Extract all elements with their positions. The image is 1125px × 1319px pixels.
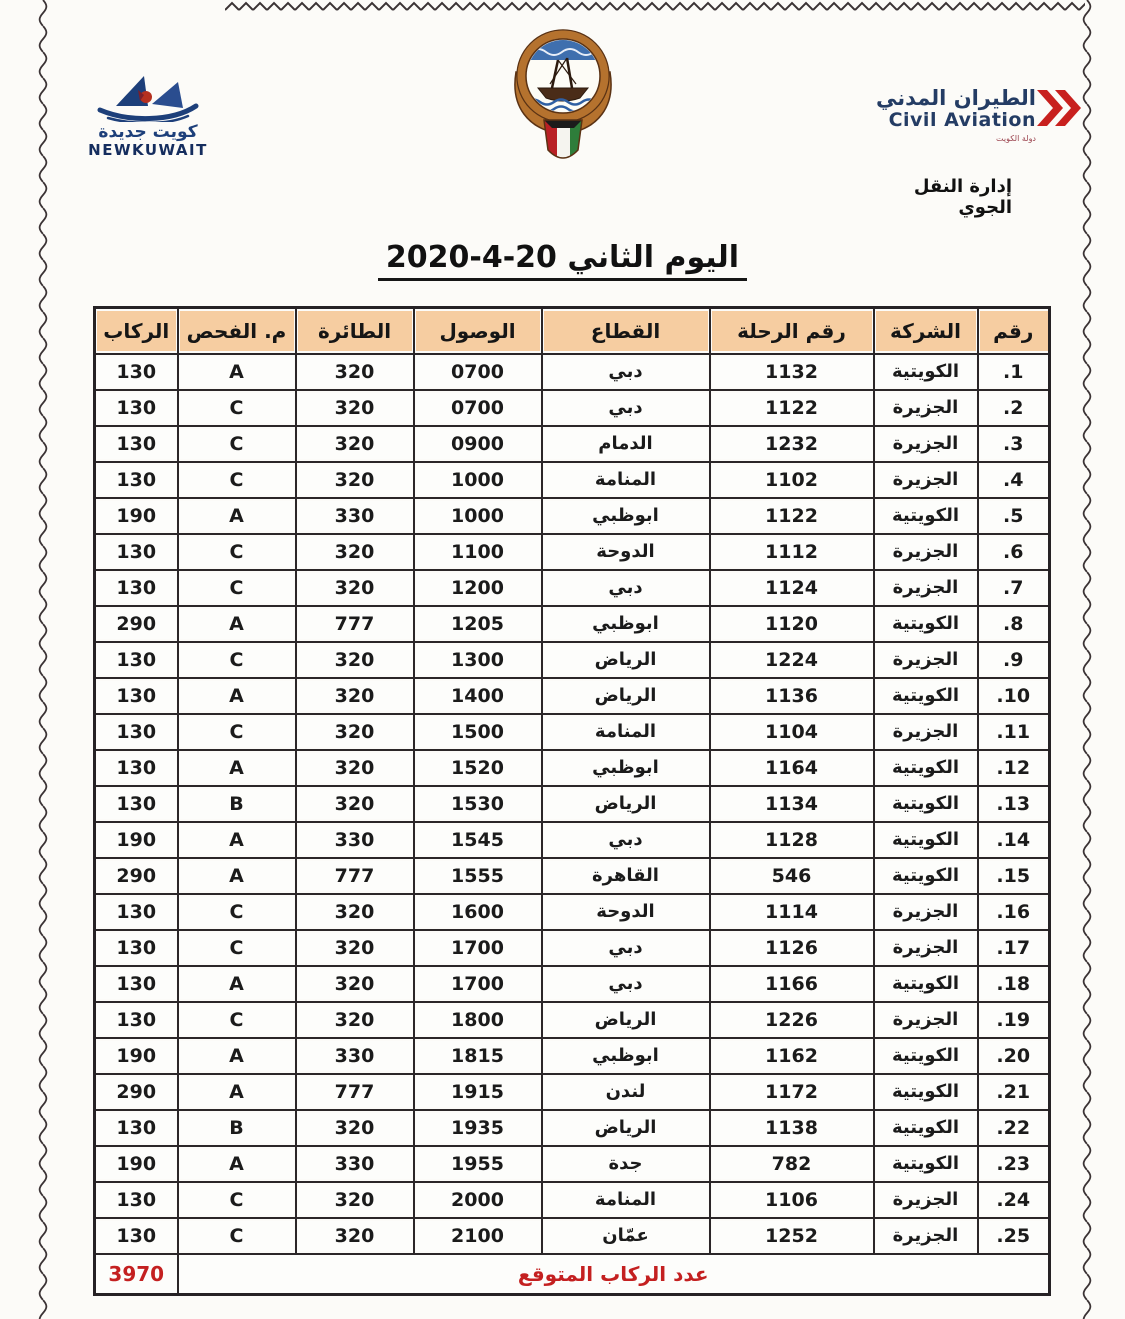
cell-company: الكويتية [874,1110,978,1146]
col-number: رقم [978,308,1050,355]
cell-passengers: 130 [95,930,178,966]
expected-passengers-total: 3970 [95,1254,178,1295]
cell-aircraft: 330 [296,822,414,858]
cell-aircraft: 777 [296,858,414,894]
cell-company: الجزيرة [874,894,978,930]
cell-company: الكويتية [874,354,978,390]
cell-check: A [178,354,296,390]
expected-passengers-label: عدد الركاب المتوقع [178,1254,1050,1295]
cell-arrival: 1000 [414,498,542,534]
cell-sector: المنامة [542,462,710,498]
cell-arrival: 0700 [414,354,542,390]
cell-num: 15. [978,858,1050,894]
cell-arrival: 1915 [414,1074,542,1110]
cell-aircraft: 320 [296,462,414,498]
cell-sector: دبي [542,570,710,606]
table-row [95,1182,1050,1218]
cell-company: الكويتية [874,1038,978,1074]
cell-company: الجزيرة [874,462,978,498]
cell-check: B [178,786,296,822]
cell-flight: 1122 [710,498,874,534]
table-row [95,750,1050,786]
table-row [95,786,1050,822]
cell-arrival: 1530 [414,786,542,822]
cell-passengers: 290 [95,858,178,894]
civil-aviation-english-label: Civil Aviation [888,109,1036,132]
cell-flight: 1122 [710,390,874,426]
cell-arrival: 2100 [414,1218,542,1254]
cell-num: 18. [978,966,1050,1002]
cell-flight: 1106 [710,1182,874,1218]
cell-flight: 1102 [710,462,874,498]
cell-flight: 1164 [710,750,874,786]
table-row [95,678,1050,714]
cell-passengers: 130 [95,1218,178,1254]
cell-company: الجزيرة [874,930,978,966]
cell-arrival: 1100 [414,534,542,570]
table-row [95,1038,1050,1074]
cell-sector: الرياض [542,1002,710,1038]
cell-flight: 1166 [710,966,874,1002]
cell-flight: 1226 [710,1002,874,1038]
cell-arrival: 1545 [414,822,542,858]
table-header-row [95,308,1050,355]
cell-company: الجزيرة [874,570,978,606]
cell-num: 11. [978,714,1050,750]
cell-check: C [178,894,296,930]
cell-passengers: 130 [95,426,178,462]
cell-flight: 546 [710,858,874,894]
cell-company: الجزيرة [874,714,978,750]
cell-sector: الدوحة [542,894,710,930]
cell-sector: الرياض [542,1110,710,1146]
cell-aircraft: 320 [296,1002,414,1038]
table-row [95,426,1050,462]
cell-sector: عمّان [542,1218,710,1254]
cell-passengers: 190 [95,1038,178,1074]
cell-sector: دبي [542,354,710,390]
cell-flight: 1132 [710,354,874,390]
cell-flight: 1124 [710,570,874,606]
table-row [95,534,1050,570]
cell-flight: 1104 [710,714,874,750]
cell-company: الكويتية [874,858,978,894]
cell-num: 16. [978,894,1050,930]
cell-sector: دبي [542,822,710,858]
cell-sector: جدة [542,1146,710,1182]
cell-num: 25. [978,1218,1050,1254]
table-row [95,1110,1050,1146]
title-text: اليوم الثاني [567,240,740,275]
cell-arrival: 1000 [414,462,542,498]
cell-check: C [178,1218,296,1254]
cell-arrival: 1955 [414,1146,542,1182]
cell-num: 22. [978,1110,1050,1146]
dhow-boat-icon [88,70,208,122]
cell-num: 6. [978,534,1050,570]
cell-check: A [178,606,296,642]
cell-passengers: 130 [95,678,178,714]
table-row [95,390,1050,426]
cell-aircraft: 320 [296,1218,414,1254]
cell-company: الجزيرة [874,642,978,678]
cell-aircraft: 320 [296,678,414,714]
cell-passengers: 190 [95,498,178,534]
cell-check: C [178,570,296,606]
cell-passengers: 130 [95,750,178,786]
table-row [95,642,1050,678]
cell-num: 7. [978,570,1050,606]
cell-passengers: 130 [95,462,178,498]
cell-arrival: 1200 [414,570,542,606]
cell-check: C [178,426,296,462]
cell-flight: 1136 [710,678,874,714]
cell-company: الكويتية [874,498,978,534]
cell-aircraft: 320 [296,750,414,786]
cell-sector: دبي [542,390,710,426]
cell-company: الجزيرة [874,1182,978,1218]
cell-company: الكويتية [874,1074,978,1110]
cell-num: 8. [978,606,1050,642]
cell-arrival: 2000 [414,1182,542,1218]
cell-aircraft: 320 [296,930,414,966]
cell-aircraft: 320 [296,642,414,678]
cell-company: الجزيرة [874,534,978,570]
cell-passengers: 130 [95,1182,178,1218]
cell-num: 10. [978,678,1050,714]
cell-sector: الرياض [542,786,710,822]
table-row [95,930,1050,966]
cell-num: 17. [978,930,1050,966]
department-label: إدارة النقل الجوي [913,176,1012,218]
flight-table-body [95,354,1050,1254]
cell-passengers: 130 [95,894,178,930]
cell-aircraft: 777 [296,606,414,642]
cell-sector: الدمام [542,426,710,462]
cell-aircraft: 320 [296,570,414,606]
col-company: الشركة [874,308,978,355]
cell-check: C [178,1182,296,1218]
page-title [0,240,1125,281]
cell-sector: لندن [542,1074,710,1110]
table-row [95,570,1050,606]
table-row [95,498,1050,534]
cell-num: 21. [978,1074,1050,1110]
cell-check: C [178,534,296,570]
cell-arrival: 1400 [414,678,542,714]
cell-sector: دبي [542,930,710,966]
cell-flight: 1128 [710,822,874,858]
cell-check: A [178,498,296,534]
cell-num: 19. [978,1002,1050,1038]
cell-arrival: 1520 [414,750,542,786]
cell-passengers: 130 [95,390,178,426]
cell-num: 23. [978,1146,1050,1182]
cell-num: 14. [978,822,1050,858]
cell-check: A [178,966,296,1002]
cell-check: C [178,714,296,750]
cell-check: A [178,1074,296,1110]
cell-check: C [178,390,296,426]
newkuwait-logo [78,70,218,159]
cell-aircraft: 320 [296,714,414,750]
cell-sector: ابوظبي [542,498,710,534]
cell-arrival: 1815 [414,1038,542,1074]
cell-num: 9. [978,642,1050,678]
cell-flight: 1114 [710,894,874,930]
cell-aircraft: 777 [296,1074,414,1110]
table-row [95,1146,1050,1182]
cell-sector: الرياض [542,642,710,678]
cell-aircraft: 320 [296,426,414,462]
cell-passengers: 190 [95,822,178,858]
cell-passengers: 130 [95,966,178,1002]
cell-arrival: 1700 [414,966,542,1002]
cell-aircraft: 320 [296,966,414,1002]
table-row [95,894,1050,930]
cell-flight: 1172 [710,1074,874,1110]
cell-arrival: 1205 [414,606,542,642]
cell-passengers: 130 [95,570,178,606]
cell-flight: 1112 [710,534,874,570]
cell-check: C [178,462,296,498]
cell-company: الكويتية [874,606,978,642]
cell-flight: 1138 [710,1110,874,1146]
cell-arrival: 0700 [414,390,542,426]
cell-passengers: 290 [95,1074,178,1110]
cell-arrival: 1300 [414,642,542,678]
cell-company: الكويتية [874,678,978,714]
cell-flight: 1134 [710,786,874,822]
col-aircraft: الطائرة [296,308,414,355]
cell-aircraft: 320 [296,354,414,390]
cell-flight: 1224 [710,642,874,678]
cell-arrival: 1935 [414,1110,542,1146]
cell-num: 4. [978,462,1050,498]
col-check: م. الفحص [178,308,296,355]
col-sector: القطاع [542,308,710,355]
cell-arrival: 0900 [414,426,542,462]
cell-arrival: 1700 [414,930,542,966]
cell-aircraft: 320 [296,1182,414,1218]
cell-flight: 1232 [710,426,874,462]
scan-edge-right-icon [1080,0,1094,1319]
table-row [95,714,1050,750]
cell-aircraft: 320 [296,1110,414,1146]
cell-arrival: 1800 [414,1002,542,1038]
table-row [95,1002,1050,1038]
cell-check: B [178,1110,296,1146]
table-row [95,858,1050,894]
cell-flight: 782 [710,1146,874,1182]
cell-aircraft: 330 [296,1038,414,1074]
cell-passengers: 130 [95,714,178,750]
civil-aviation-logo [860,86,1082,143]
cell-passengers: 130 [95,354,178,390]
table-row [95,1218,1050,1254]
col-arrival: الوصول [414,308,542,355]
table-footer-row [95,1254,1050,1295]
cell-company: الجزيرة [874,1218,978,1254]
cell-num: 3. [978,426,1050,462]
cell-sector: الرياض [542,678,710,714]
cell-sector: المنامة [542,1182,710,1218]
newkuwait-arabic-label: كويت جديدة [98,122,198,142]
cell-passengers: 130 [95,642,178,678]
table-row [95,462,1050,498]
cell-check: C [178,1002,296,1038]
cell-check: C [178,642,296,678]
cell-sector: الدوحة [542,534,710,570]
cell-aircraft: 320 [296,894,414,930]
cell-company: الكويتية [874,1146,978,1182]
newkuwait-latin-label: NEWKUWAIT [88,141,208,159]
cell-aircraft: 330 [296,498,414,534]
civil-aviation-tagline: دولة الكويت [996,133,1036,143]
cell-company: الجزيرة [874,390,978,426]
cell-num: 12. [978,750,1050,786]
table-row [95,966,1050,1002]
cell-flight: 1126 [710,930,874,966]
cell-num: 24. [978,1182,1050,1218]
cell-arrival: 1500 [414,714,542,750]
cell-arrival: 1600 [414,894,542,930]
cell-flight: 1120 [710,606,874,642]
table-row [95,606,1050,642]
cell-num: 13. [978,786,1050,822]
cell-company: الكويتية [874,966,978,1002]
table-row [95,1074,1050,1110]
cell-passengers: 130 [95,1110,178,1146]
scan-edge-left-icon [36,0,50,1319]
cell-flight: 1252 [710,1218,874,1254]
cell-sector: دبي [542,966,710,1002]
cell-num: 1. [978,354,1050,390]
cell-check: A [178,858,296,894]
cell-check: A [178,750,296,786]
cell-check: A [178,678,296,714]
cell-company: الجزيرة [874,426,978,462]
table-row [95,354,1050,390]
cell-num: 2. [978,390,1050,426]
cell-sector: ابوظبي [542,750,710,786]
cell-flight: 1162 [710,1038,874,1074]
kuwait-emblem-icon [500,14,626,172]
cell-aircraft: 320 [296,534,414,570]
col-flight-number: رقم الرحلة [710,308,874,355]
cell-sector: ابوظبي [542,606,710,642]
cell-passengers: 190 [95,1146,178,1182]
cell-check: A [178,1038,296,1074]
cell-aircraft: 320 [296,390,414,426]
civil-aviation-arabic-label: الطيران المدني [875,86,1036,110]
cell-passengers: 130 [95,534,178,570]
col-passengers: الركاب [95,308,178,355]
cell-check: C [178,930,296,966]
table-row [95,822,1050,858]
double-chevron-icon [1036,86,1082,130]
cell-check: A [178,822,296,858]
cell-check: A [178,1146,296,1182]
cell-company: الجزيرة [874,1002,978,1038]
title-date: 2020-4-20 [385,240,557,275]
cell-sector: المنامة [542,714,710,750]
cell-num: 20. [978,1038,1050,1074]
cell-company: الكويتية [874,750,978,786]
cell-company: الكويتية [874,822,978,858]
cell-sector: ابوظبي [542,1038,710,1074]
cell-num: 5. [978,498,1050,534]
cell-passengers: 130 [95,786,178,822]
cell-aircraft: 330 [296,1146,414,1182]
cell-aircraft: 320 [296,786,414,822]
cell-company: الكويتية [874,786,978,822]
flight-schedule-table [93,306,1051,1296]
cell-passengers: 130 [95,1002,178,1038]
cell-sector: القاهرة [542,858,710,894]
cell-arrival: 1555 [414,858,542,894]
torn-edge-top-icon [225,0,1085,13]
cell-passengers: 290 [95,606,178,642]
